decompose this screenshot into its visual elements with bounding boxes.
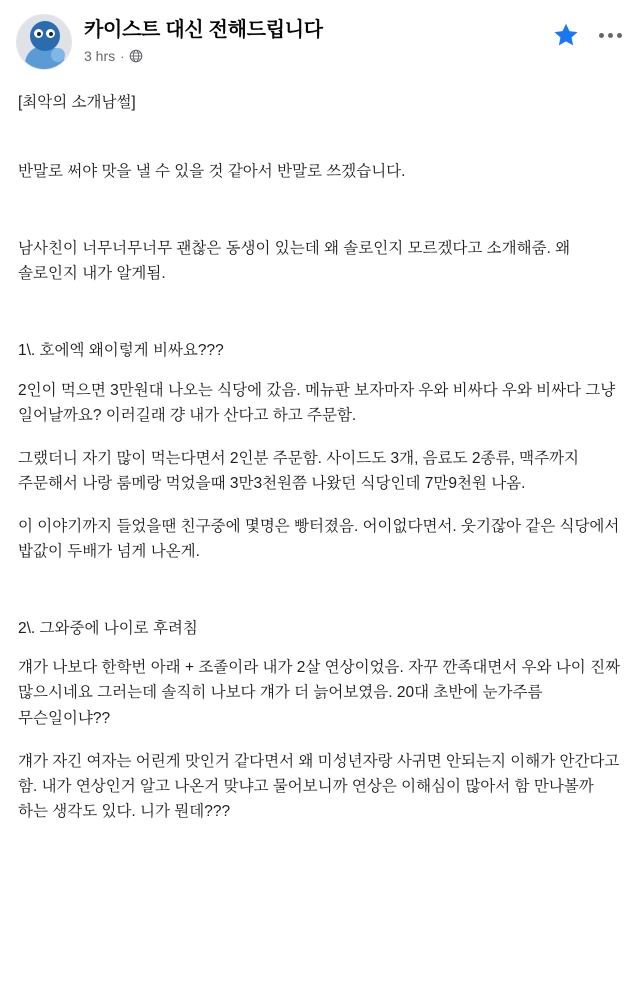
post-paragraph: [최악의 소개남썰] bbox=[18, 94, 136, 111]
page-name[interactable]: 카이스트 대신 전해드립니다 bbox=[84, 19, 323, 41]
post-body bbox=[0, 76, 640, 997]
globe-icon[interactable] bbox=[129, 49, 143, 63]
post-timestamp[interactable]: 3 hrs bbox=[84, 48, 116, 64]
post-paragraph: 1\. 호에엑 왜이렇게 비싸요??? bbox=[18, 342, 224, 360]
post-paragraph: 2인이 먹으면 3만원대 나오는 식당에 갔음. 메뉴판 보자마자 우와 비싸다 우와 비싸다 그냥 일어날까요? 이러길래 걍 내가 산다고 하고 주문함. bbox=[18, 381, 620, 424]
more-options-icon[interactable] bbox=[597, 27, 624, 44]
post-paragraph: 그랬더니 자기 많이 먹는다면서 2인분 주문함. 사이드도 3개, 음료도 2종류, 맥주까지 주문해서 나랑 룸메랑 먹었을때 3만3천원쯤 나왔던 식당인데 7만9천원 나옴. bbox=[18, 449, 584, 492]
dot-2 bbox=[608, 33, 613, 38]
dot-3 bbox=[617, 33, 622, 38]
meta-separator: · bbox=[120, 48, 125, 64]
avatar-pupil-left bbox=[37, 32, 41, 36]
post-paragraph: 이 이야기까지 들었을땐 친구중에 몇명은 빵터졌음. 어이없다면서. 웃기잖아 같은 식당에서 밥값이 두배가 넘게 나온게. bbox=[18, 517, 624, 561]
avatar-pupil-right bbox=[49, 32, 53, 36]
star-icon[interactable] bbox=[553, 22, 579, 48]
post-paragraph: 걔가 나보다 한학번 아래 + 조졸이라 내가 2살 연상이었음. 자꾸 깐족대면서 우와 나이 진짜 많으시네요 그러는데 솔직히 나보다 걔가 더 늙어보였음. 20대 초반에 눈가주름 무슨일이냐?? bbox=[18, 659, 625, 727]
avatar[interactable] bbox=[16, 14, 72, 70]
post-paragraph: 2\. 그와중에 나이로 후려침 bbox=[18, 620, 198, 638]
post-paragraph: 걔가 자긴 여자는 어린게 맛인거 같다면서 왜 미성년자랑 사귀면 안되는지 이해가 안간다고 함. 내가 연상인거 알고 나온거 맞냐고 물어보니까 연상은 이해심이 많아서 함 만나볼까 하는 생각도 있다. 니가 뭔데??? bbox=[18, 752, 624, 820]
post-header-actions bbox=[553, 14, 624, 48]
post-header-text bbox=[84, 14, 553, 64]
post-paragraph: 남사친이 너무너무너무 괜찮은 동생이 있는데 왜 솔로인지 모르겠다고 소개해줌. 왜 솔로인지 내가 알게됨. bbox=[18, 240, 575, 283]
post-paragraph: 반말로 써야 맛을 낼 수 있을 것 같아서 반말로 쓰겠습니다. bbox=[18, 163, 406, 181]
post-header bbox=[0, 0, 640, 76]
avatar-arm bbox=[51, 48, 65, 62]
post-meta bbox=[84, 48, 553, 64]
dot-1 bbox=[599, 33, 604, 38]
